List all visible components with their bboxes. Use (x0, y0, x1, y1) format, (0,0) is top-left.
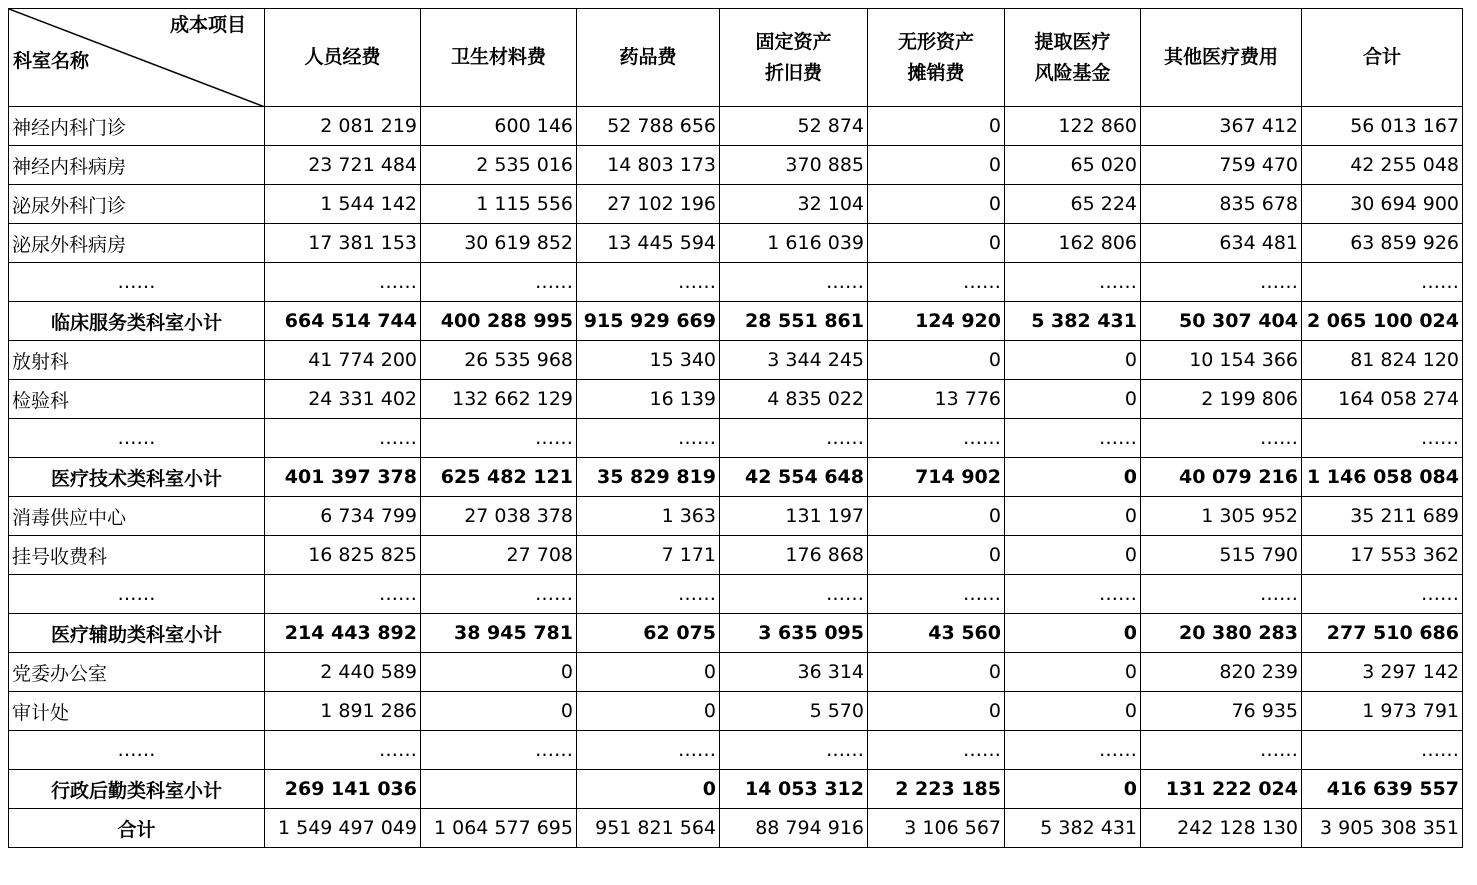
corner-dept-name-label: 科室名称 (13, 50, 90, 72)
value-cell: 0 (1005, 692, 1141, 731)
value-cell: 3 905 308 351 (1302, 809, 1463, 848)
value-cell: 5 382 431 (1005, 302, 1141, 341)
value-cell: 0 (868, 653, 1005, 692)
total-row (9, 809, 1463, 848)
value-cell: 41 774 200 (265, 341, 421, 380)
value-cell: 13 445 594 (577, 224, 720, 263)
value-cell: 176 868 (720, 536, 868, 575)
value-cell: 24 331 402 (265, 380, 421, 419)
value-cell: 20 380 283 (1141, 614, 1302, 653)
value-cell: …… (868, 263, 1005, 302)
value-cell: 15 340 (577, 341, 720, 380)
value-cell: …… (1141, 419, 1302, 458)
column-header-text: 折旧费 (764, 61, 822, 84)
table-row (9, 497, 1463, 536)
ellipsis-row (9, 263, 1463, 302)
department-name-cell: 消毒供应中心 (9, 497, 265, 536)
table-row (9, 224, 1463, 263)
value-cell: 43 560 (868, 614, 1005, 653)
value-cell: 10 154 366 (1141, 341, 1302, 380)
value-cell: 515 790 (1141, 536, 1302, 575)
value-cell: …… (1141, 731, 1302, 770)
value-cell: …… (265, 419, 421, 458)
value-cell: 5 382 431 (1005, 809, 1141, 848)
value-cell: …… (720, 263, 868, 302)
column-header (1302, 9, 1463, 107)
value-cell: 132 662 129 (421, 380, 577, 419)
value-cell: …… (421, 263, 577, 302)
value-cell: 0 (421, 653, 577, 692)
column-header-text: 提取医疗 (1034, 30, 1111, 53)
value-cell: 124 920 (868, 302, 1005, 341)
value-cell: 0 (868, 224, 1005, 263)
column-header-text: 无形资产 (897, 30, 974, 53)
value-cell (421, 770, 577, 809)
value-cell: …… (577, 731, 720, 770)
value-cell: 14 803 173 (577, 146, 720, 185)
value-cell: …… (1005, 263, 1141, 302)
value-cell: 27 102 196 (577, 185, 720, 224)
value-cell: …… (720, 731, 868, 770)
column-header (868, 9, 1005, 107)
value-cell: …… (577, 419, 720, 458)
value-cell: 52 874 (720, 107, 868, 146)
value-cell: …… (421, 575, 577, 614)
value-cell: 0 (577, 770, 720, 809)
value-cell: 63 859 926 (1302, 224, 1463, 263)
value-cell: 40 079 216 (1141, 458, 1302, 497)
value-cell: 17 553 362 (1302, 536, 1463, 575)
value-cell: 0 (1005, 380, 1141, 419)
value-cell: …… (1005, 731, 1141, 770)
value-cell: 30 619 852 (421, 224, 577, 263)
value-cell: 1 891 286 (265, 692, 421, 731)
value-cell: 17 381 153 (265, 224, 421, 263)
department-name-cell: 临床服务类科室小计 (9, 302, 265, 341)
value-cell: 35 211 689 (1302, 497, 1463, 536)
value-cell: 4 835 022 (720, 380, 868, 419)
value-cell: …… (1141, 263, 1302, 302)
value-cell: …… (1302, 731, 1463, 770)
value-cell: 0 (868, 341, 1005, 380)
value-cell: 1 973 791 (1302, 692, 1463, 731)
department-name-cell: 检验科 (9, 380, 265, 419)
value-cell: 0 (1005, 536, 1141, 575)
value-cell: 23 721 484 (265, 146, 421, 185)
value-cell: 1 363 (577, 497, 720, 536)
value-cell: …… (720, 575, 868, 614)
value-cell: …… (421, 731, 577, 770)
table-row (9, 692, 1463, 731)
value-cell: 76 935 (1141, 692, 1302, 731)
department-name-cell: 医疗技术类科室小计 (9, 458, 265, 497)
value-cell: 5 570 (720, 692, 868, 731)
value-cell: 664 514 744 (265, 302, 421, 341)
department-name-cell: 神经内科病房 (9, 146, 265, 185)
value-cell: 30 694 900 (1302, 185, 1463, 224)
value-cell: 27 038 378 (421, 497, 577, 536)
department-name-cell: 审计处 (9, 692, 265, 731)
column-header (265, 9, 421, 107)
value-cell: 2 223 185 (868, 770, 1005, 809)
value-cell: 3 106 567 (868, 809, 1005, 848)
value-cell: 214 443 892 (265, 614, 421, 653)
value-cell: 759 470 (1141, 146, 1302, 185)
value-cell: 2 081 219 (265, 107, 421, 146)
value-cell: 277 510 686 (1302, 614, 1463, 653)
value-cell: 162 806 (1005, 224, 1141, 263)
value-cell: 65 224 (1005, 185, 1141, 224)
subtotal-row (9, 458, 1463, 497)
value-cell: …… (1302, 575, 1463, 614)
value-cell: 27 708 (421, 536, 577, 575)
table-body (9, 107, 1463, 848)
value-cell: 28 551 861 (720, 302, 868, 341)
value-cell: 16 825 825 (265, 536, 421, 575)
value-cell: …… (421, 419, 577, 458)
value-cell: …… (1302, 263, 1463, 302)
column-header (720, 9, 868, 107)
value-cell: 0 (1005, 458, 1141, 497)
column-header-text: 其他医疗费用 (1163, 46, 1278, 68)
value-cell: 3 344 245 (720, 341, 868, 380)
table-row (9, 107, 1463, 146)
value-cell: 164 058 274 (1302, 380, 1463, 419)
department-name-cell: …… (9, 575, 265, 614)
value-cell: …… (265, 575, 421, 614)
department-name-cell: 放射科 (9, 341, 265, 380)
column-header-text: 风险基金 (1034, 61, 1111, 84)
value-cell: 1 544 142 (265, 185, 421, 224)
value-cell: 62 075 (577, 614, 720, 653)
column-header-text: 人员经费 (304, 46, 381, 68)
value-cell: 835 678 (1141, 185, 1302, 224)
value-cell: 7 171 (577, 536, 720, 575)
value-cell: 0 (1005, 614, 1141, 653)
value-cell: …… (265, 263, 421, 302)
value-cell: 36 314 (720, 653, 868, 692)
department-name-cell: 行政后勤类科室小计 (9, 770, 265, 809)
value-cell: 634 481 (1141, 224, 1302, 263)
department-name-cell: 泌尿外科病房 (9, 224, 265, 263)
ellipsis-row (9, 419, 1463, 458)
column-header-text: 卫生材料费 (450, 46, 546, 68)
column-header (577, 9, 720, 107)
value-cell: 0 (577, 692, 720, 731)
value-cell: …… (868, 419, 1005, 458)
value-cell: 0 (868, 497, 1005, 536)
department-name-cell: 合计 (9, 809, 265, 848)
value-cell: 6 734 799 (265, 497, 421, 536)
ellipsis-row (9, 575, 1463, 614)
department-name-cell: …… (9, 731, 265, 770)
value-cell: 0 (868, 536, 1005, 575)
subtotal-row (9, 614, 1463, 653)
subtotal-row (9, 302, 1463, 341)
column-header-text: 药品费 (619, 46, 677, 68)
value-cell: 400 288 995 (421, 302, 577, 341)
value-cell: 2 440 589 (265, 653, 421, 692)
value-cell: 820 239 (1141, 653, 1302, 692)
value-cell: 1 064 577 695 (421, 809, 577, 848)
value-cell: 35 829 819 (577, 458, 720, 497)
column-header-text: 合计 (1362, 46, 1401, 68)
value-cell: …… (1005, 419, 1141, 458)
table-row (9, 341, 1463, 380)
value-cell: 401 397 378 (265, 458, 421, 497)
value-cell: 0 (1005, 497, 1141, 536)
value-cell: …… (577, 575, 720, 614)
value-cell: 88 794 916 (720, 809, 868, 848)
value-cell: 714 902 (868, 458, 1005, 497)
value-cell: 0 (1005, 770, 1141, 809)
value-cell: 1 305 952 (1141, 497, 1302, 536)
value-cell: 1 115 556 (421, 185, 577, 224)
value-cell: …… (577, 263, 720, 302)
value-cell: 0 (421, 692, 577, 731)
value-cell: 13 776 (868, 380, 1005, 419)
value-cell: 242 128 130 (1141, 809, 1302, 848)
value-cell: 0 (868, 692, 1005, 731)
value-cell: …… (720, 419, 868, 458)
department-name-cell: …… (9, 419, 265, 458)
column-header-text: 摊销费 (907, 61, 965, 84)
value-cell: 370 885 (720, 146, 868, 185)
column-header (421, 9, 577, 107)
ellipsis-row (9, 731, 1463, 770)
value-cell: …… (868, 731, 1005, 770)
value-cell: 38 945 781 (421, 614, 577, 653)
table-row (9, 380, 1463, 419)
value-cell: 0 (1005, 653, 1141, 692)
value-cell: 3 635 095 (720, 614, 868, 653)
value-cell: 52 788 656 (577, 107, 720, 146)
value-cell: …… (1302, 419, 1463, 458)
subtotal-row (9, 770, 1463, 809)
value-cell: 416 639 557 (1302, 770, 1463, 809)
cost-table (8, 8, 1463, 848)
value-cell: 915 929 669 (577, 302, 720, 341)
corner-header-cell (9, 9, 265, 107)
value-cell: 0 (1005, 341, 1141, 380)
value-cell: …… (265, 731, 421, 770)
column-header-text: 固定资产 (755, 30, 832, 53)
value-cell: 0 (868, 107, 1005, 146)
table-row (9, 185, 1463, 224)
value-cell: 32 104 (720, 185, 868, 224)
value-cell: 14 053 312 (720, 770, 868, 809)
value-cell: 131 222 024 (1141, 770, 1302, 809)
value-cell: 65 020 (1005, 146, 1141, 185)
header-row (9, 9, 1463, 107)
value-cell: 0 (868, 146, 1005, 185)
department-name-cell: 泌尿外科门诊 (9, 185, 265, 224)
value-cell: …… (1141, 575, 1302, 614)
value-cell: 625 482 121 (421, 458, 577, 497)
department-name-cell: 神经内科门诊 (9, 107, 265, 146)
value-cell: 1 616 039 (720, 224, 868, 263)
value-cell: 1 549 497 049 (265, 809, 421, 848)
table-row (9, 536, 1463, 575)
department-name-cell: 医疗辅助类科室小计 (9, 614, 265, 653)
value-cell: 81 824 120 (1302, 341, 1463, 380)
value-cell: 269 141 036 (265, 770, 421, 809)
value-cell: 42 255 048 (1302, 146, 1463, 185)
department-name-cell: 挂号收费科 (9, 536, 265, 575)
value-cell: 2 199 806 (1141, 380, 1302, 419)
value-cell: 50 307 404 (1141, 302, 1302, 341)
column-header (1141, 9, 1302, 107)
value-cell: …… (868, 575, 1005, 614)
value-cell: 26 535 968 (421, 341, 577, 380)
corner-cost-item-label: 成本项目 (169, 14, 246, 36)
value-cell: 1 146 058 084 (1302, 458, 1463, 497)
value-cell: 131 197 (720, 497, 868, 536)
value-cell: 16 139 (577, 380, 720, 419)
department-name-cell: 党委办公室 (9, 653, 265, 692)
value-cell: 2 065 100 024 (1302, 302, 1463, 341)
value-cell: 0 (868, 185, 1005, 224)
value-cell: 951 821 564 (577, 809, 720, 848)
table-row (9, 653, 1463, 692)
value-cell: 600 146 (421, 107, 577, 146)
column-header (1005, 9, 1141, 107)
value-cell: 3 297 142 (1302, 653, 1463, 692)
value-cell: 122 860 (1005, 107, 1141, 146)
value-cell: 42 554 648 (720, 458, 868, 497)
table-row (9, 146, 1463, 185)
department-name-cell: …… (9, 263, 265, 302)
value-cell: 367 412 (1141, 107, 1302, 146)
value-cell: …… (1005, 575, 1141, 614)
value-cell: 0 (577, 653, 720, 692)
value-cell: 2 535 016 (421, 146, 577, 185)
value-cell: 56 013 167 (1302, 107, 1463, 146)
